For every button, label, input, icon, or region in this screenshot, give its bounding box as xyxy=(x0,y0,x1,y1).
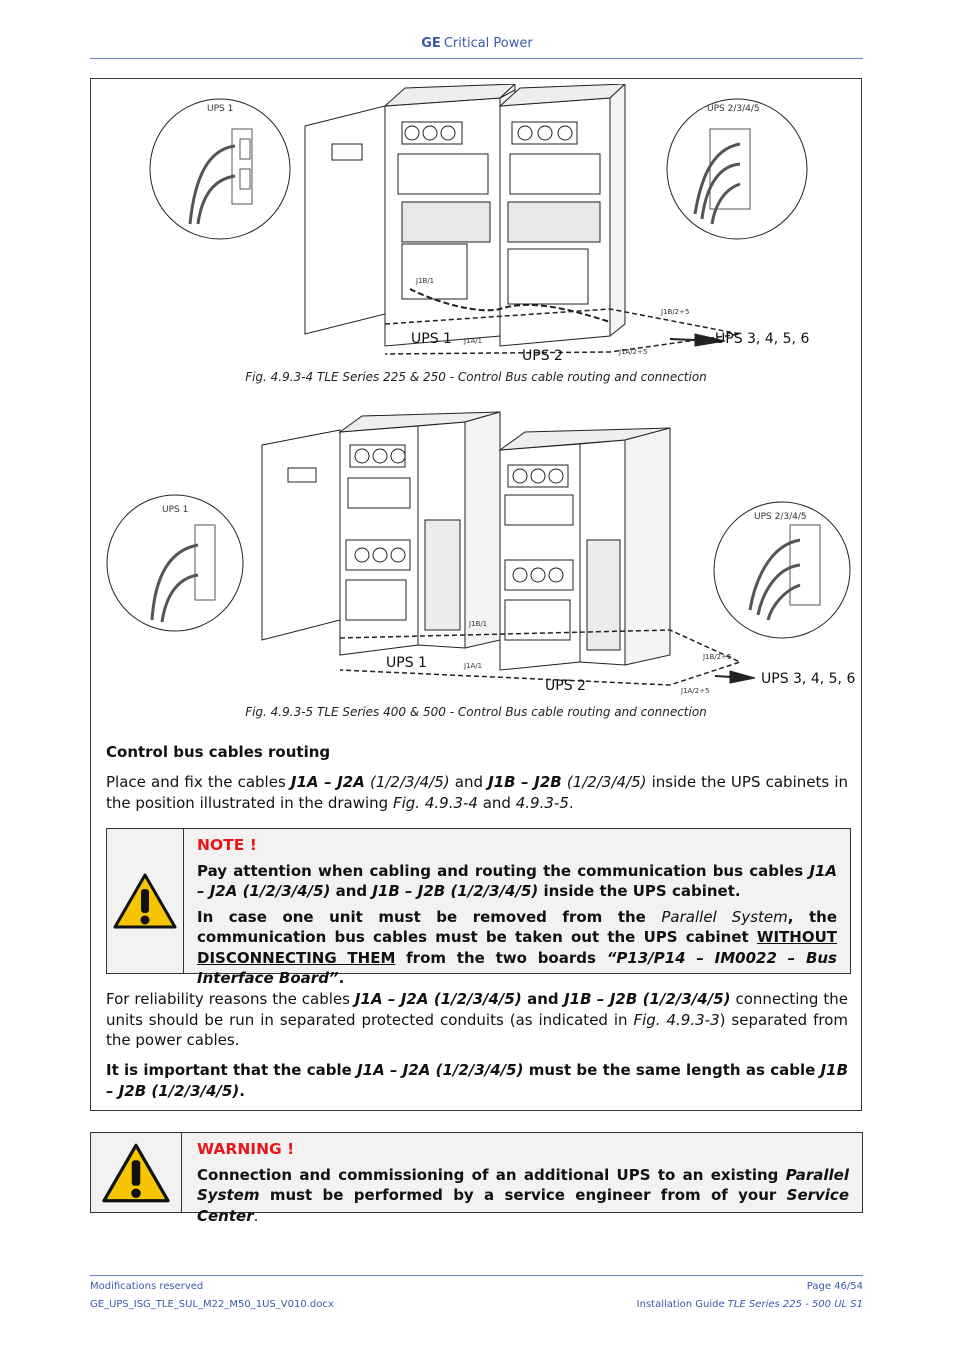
footer-modifications: Modifications reserved xyxy=(90,1281,204,1292)
header-title: Critical Power xyxy=(443,36,533,51)
fig2-inset-right-label: UPS 2/3/4/5 xyxy=(754,512,807,522)
fig2-j1b25-label: J1B/2÷5 xyxy=(703,653,732,661)
fig1-j1b25-label: J1B/2÷5 xyxy=(661,308,690,316)
fig2-j1b1-label: J1B/1 xyxy=(469,620,488,628)
fig1-ups-more-label: UPS 3, 4, 5, 6 xyxy=(715,331,810,347)
fig1-j1a1-label: J1A/1 xyxy=(464,337,483,345)
header-rule xyxy=(90,58,863,59)
detail-circle-left xyxy=(150,99,290,239)
note-title: NOTE ! xyxy=(197,836,257,854)
detail-circle-right xyxy=(667,99,807,239)
figure-1-caption: Fig. 4.9.3-4 TLE Series 225 & 250 - Control Bus cable routing and connection xyxy=(245,370,707,384)
footer-doc-title: Installation Guide TLE Series 225 - 500 UL S1 xyxy=(636,1299,863,1310)
warning-title: WARNING ! xyxy=(197,1140,295,1158)
figure-1-drawing xyxy=(140,84,820,369)
figure-2-caption: Fig. 4.9.3-5 TLE Series 400 & 500 - Control Bus cable routing and connection xyxy=(245,705,707,719)
footer-filename: GE_UPS_ISG_TLE_SUL_M22_M50_1US_V010.docx xyxy=(90,1299,334,1310)
figure-2-drawing xyxy=(100,400,860,700)
fig2-ups1-label: UPS 1 xyxy=(386,655,427,671)
note-icon-cell xyxy=(107,829,184,973)
warning-text: Connection and commissioning of an additional UPS to an existing Parallel System must be performed by a service engineer from of your Service Center. xyxy=(197,1165,849,1225)
fig2-j1a1-label: J1A/1 xyxy=(464,662,483,670)
warning-triangle-icon xyxy=(112,871,178,931)
note-line-1: Pay attention when cabling and routing the communication bus cables J1A – J2A (1/2/3/4/5) and J1B – J2B (1/2/3/4/5) inside the UPS cabinet. xyxy=(197,861,837,900)
section-heading: Control bus cables routing xyxy=(106,743,331,761)
page-header xyxy=(0,36,954,51)
reliability-paragraph: For reliability reasons the cables J1A – J2A (1/2/3/4/5) and J1B – J2B (1/2/3/4/5) connecting the units should be run in separated protected conduits (as indicated in Fig. 4.9.3-3) separated from the power cables. xyxy=(106,990,849,1049)
open-door xyxy=(262,430,340,640)
fig1-ups2-label: UPS 2 xyxy=(522,348,563,364)
fig2-ups2-label: UPS 2 xyxy=(545,678,586,694)
fig1-ups1-label: UPS 1 xyxy=(411,331,452,347)
warning-box xyxy=(90,1132,863,1225)
detail-circle-left xyxy=(107,495,243,631)
fig1-j1b1-label: J1B/1 xyxy=(416,277,435,285)
note-line-2: In case one unit must be removed from the Parallel System, the communication bus cables must be taken out the UPS cabinet WITHOUT DISCONNECTING THEM from the two boards “P13/P14 – IM0022 – Bus Interface Board”. xyxy=(197,907,837,987)
footer-rule xyxy=(90,1275,863,1276)
detail-circle-right xyxy=(714,502,850,638)
fig2-j1a25-label: J1A/2÷5 xyxy=(681,687,710,695)
warning-icon-cell xyxy=(91,1133,182,1212)
routing-paragraph: Place and fix the cables J1A – J2A (1/2/3/4/5) and J1B – J2B (1/2/3/4/5) inside the UPS cabinets in the position illustrated in the drawing Fig. 4.9.3-4 and 4.9.3-5. xyxy=(106,773,848,812)
fig1-inset-right-label: UPS 2/3/4/5 xyxy=(707,104,760,114)
note-box xyxy=(106,828,851,987)
footer-page-number: Page 46/54 xyxy=(806,1281,863,1292)
fig2-ups-more-label: UPS 3, 4, 5, 6 xyxy=(761,671,856,687)
fig1-j1a25-label: J1A/2÷5 xyxy=(619,348,648,356)
warning-triangle-icon xyxy=(100,1141,172,1205)
cable-length-paragraph: It is important that the cable J1A – J2A (1/2/3/4/5) must be the same length as cable J1B – J2B (1/2/3/4/5). xyxy=(106,1061,848,1100)
fig2-inset-left-label: UPS 1 xyxy=(162,505,189,515)
open-door xyxy=(305,106,385,334)
fig1-inset-left-label: UPS 1 xyxy=(207,104,234,114)
brand-logo: GE xyxy=(421,36,441,51)
